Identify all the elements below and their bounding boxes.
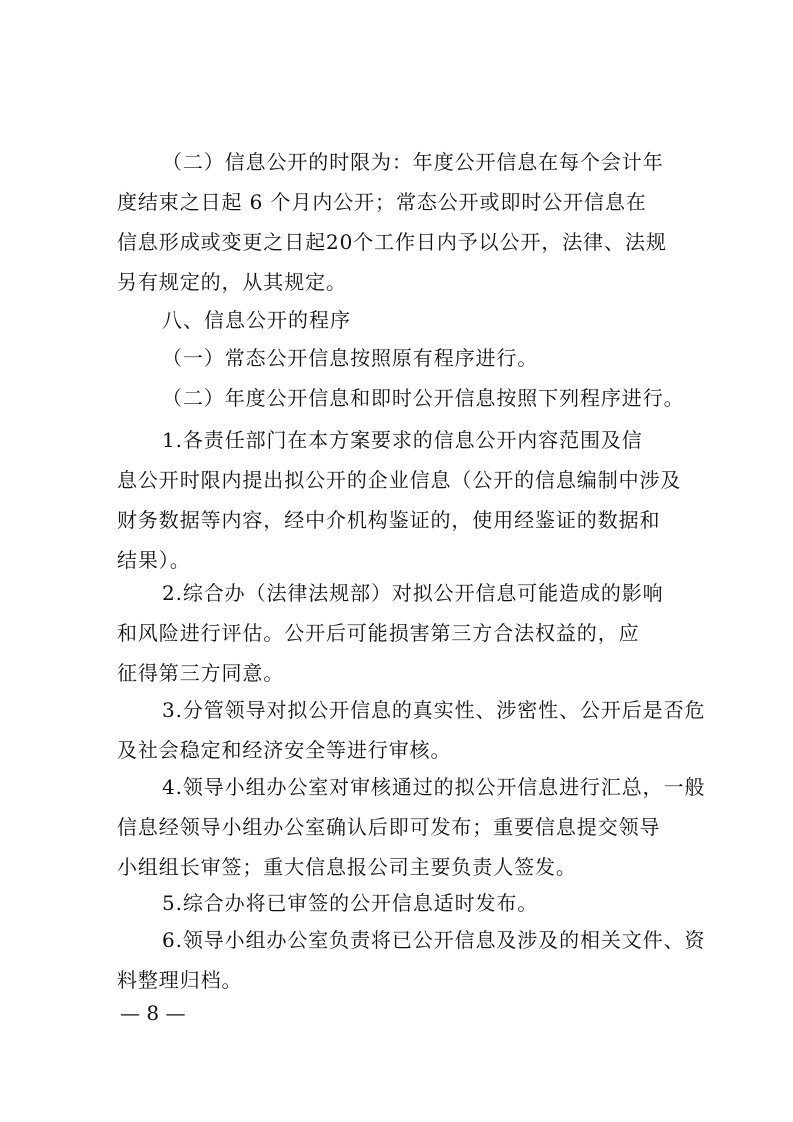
paragraph-line: （二）信息公开的时限为：年度公开信息在每个会计年 bbox=[162, 150, 664, 174]
page-number: — 8 — bbox=[120, 1001, 186, 1025]
paragraph-line: 1.各责任部门在本方案要求的信息公开内容范围及信 bbox=[162, 428, 643, 452]
paragraph-line: 另有规定的，从其规定。 bbox=[117, 270, 347, 294]
paragraph-line: 息公开时限内提出拟公开的企业信息（公开的信息编制中涉及 bbox=[117, 468, 682, 492]
paragraph-line: 及社会稳定和经济安全等进行审核。 bbox=[117, 738, 452, 762]
paragraph-line: 小组组长审签；重大信息报公司主要负责人签发。 bbox=[117, 855, 577, 879]
section-heading: 八、信息公开的程序 bbox=[162, 308, 351, 332]
paragraph-line: 结果）。 bbox=[117, 548, 191, 572]
paragraph-line: 财务数据等内容，经中介机构鉴证的，使用经鉴证的数据和 bbox=[117, 508, 661, 532]
paragraph-line: 信息经领导小组办公室确认后即可发布；重要信息提交领导 bbox=[117, 815, 661, 839]
paragraph-line: 5.综合办将已审签的公开信息适时发布。 bbox=[162, 891, 539, 915]
paragraph-line: 6.领导小组办公室负责将已公开信息及涉及的相关文件、资 bbox=[162, 928, 706, 952]
paragraph-line: 征得第三方同意。 bbox=[117, 661, 285, 685]
paragraph-line: 和风险进行评估。公开后可能损害第三方合法权益的，应 bbox=[117, 621, 640, 645]
paragraph-line: （二）年度公开信息和即时公开信息按照下列程序进行。 bbox=[162, 386, 685, 410]
paragraph-line: 2.综合办（法律法规部）对拟公开信息可能造成的影响 bbox=[162, 581, 664, 605]
paragraph-line: 度结束之日起 6 个月内公开；常态公开或即时公开信息在 bbox=[117, 190, 647, 214]
paragraph-line: 信息形成或变更之日起20个工作日内予以公开，法律、法规 bbox=[117, 230, 667, 254]
paragraph-line: （一）常态公开信息按照原有程序进行。 bbox=[162, 346, 539, 370]
paragraph-line: 3.分管领导对拟公开信息的真实性、涉密性、公开后是否危 bbox=[162, 698, 706, 722]
paragraph-line: 料整理归档。 bbox=[117, 968, 243, 992]
paragraph-line: 4.领导小组办公室对审核通过的拟公开信息进行汇总，一般 bbox=[162, 775, 706, 799]
